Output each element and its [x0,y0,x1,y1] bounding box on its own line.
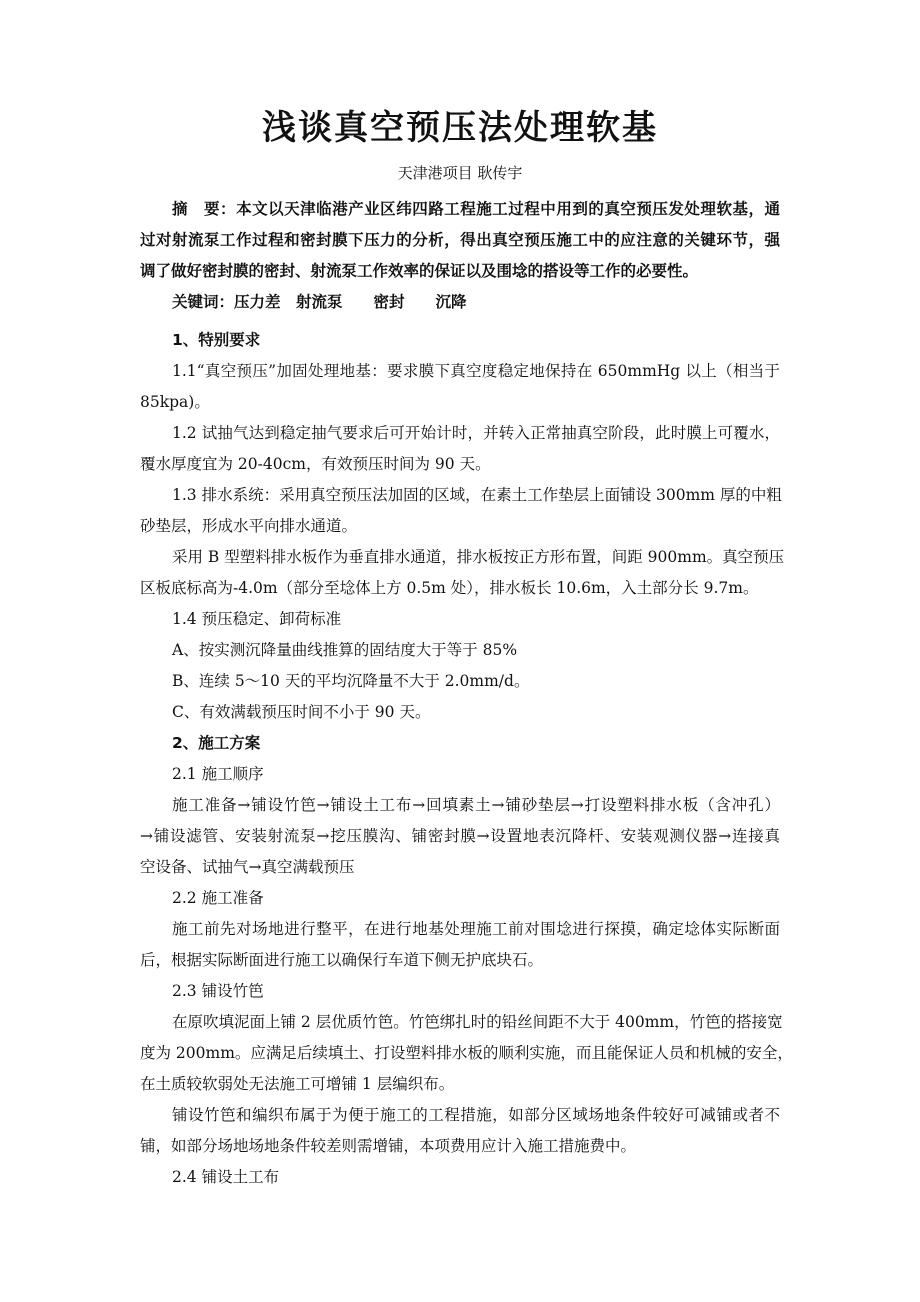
abstract-label: 摘 要： [172,200,237,218]
text-line: 度为 200mm。应满足后续填土、打设塑料排水板的顺利实施，而且能保证人员和机械的安全， [140,1044,793,1062]
text-line: 1.3 排水系统：采用真空预压法加固的区域，在素土工作垫层上面铺设 300mm 厚的中粗 [172,486,782,504]
text-line: 施工前先对场地进行整平，在进行地基处理施工前对围埝进行探摸，确定埝体实际断面 [172,920,780,938]
text-line: 85kpa)。 [140,393,210,411]
text-line: 1.2 试抽气达到稳定抽气要求后可开始计时，并转入正常抽真空阶段，此时膜上可覆水， [172,424,780,442]
section-heading [140,325,780,356]
text-line: 铺，如部分场地场地条件较差则需增铺，本项费用应计入施工措施费中。 [140,1137,637,1155]
paragraph [140,790,780,883]
text-line: 2.1 施工顺序 [172,765,264,783]
abstract-line: 摘 要：本文以天津临港产业区纬四路工程施工过程中用到的真空预压发处理软基，通 [172,200,780,218]
paragraph [140,1162,780,1193]
text-line: 2.2 施工准备 [172,889,264,907]
paragraph [140,697,780,728]
text-line: 区板底标高为-4.0m（部分至埝体上方 0.5m 处），排水板长 10.6m，入土部分长 9.7m。 [140,579,759,597]
text-line: 1、特别要求 [172,331,261,349]
paragraph [140,356,780,418]
paragraph [140,604,780,635]
abstract-line: 调了做好密封膜的密封、射流泵工作效率的保证以及围埝的搭设等工作的必要性。 [140,262,699,280]
paragraph [140,976,780,1007]
document-title: 浅谈真空预压法处理软基 [262,108,658,148]
paragraph [140,666,780,697]
text-line: C、有效满载预压时间不小于 90 天。 [172,703,431,721]
text-line: 砂垫层，形成水平向排水通道。 [140,517,358,535]
text-line: 在原吹填泥面上铺 2 层优质竹笆。竹笆绑扎时的铅丝间距不大于 400mm，竹笆的搭接宽 [172,1013,783,1031]
text-line: 施工准备→铺设竹笆→铺设土工布→回填素土→铺砂垫层→打设塑料排水板（含冲孔） [172,796,780,814]
keywords [140,287,780,318]
text-line: 2.3 铺设竹笆 [172,982,264,1000]
text-line: B、连续 5～10 天的平均沉降量不大于 2.0mm/d。 [172,672,530,690]
text-line: A、按实测沉降量曲线推算的固结度大于等于 85% [172,641,518,659]
paragraph [140,418,780,480]
text-line: 后，根据实际断面进行施工以确保行车道下侧无护底块石。 [140,951,544,969]
abstract [140,194,780,287]
paragraph [140,759,780,790]
paragraph [140,480,780,542]
paragraph [140,542,785,604]
author-line: 天津港项目 耿传宇 [397,164,523,182]
text-line: 在土质较软弱处无法施工可增铺 1 层编织布。 [140,1075,455,1093]
text-line: 覆水厚度宜为 20-40cm，有效预压时间为 90 天。 [140,455,491,473]
paragraph [140,914,780,976]
text-line: 铺设竹笆和编织布属于为便于施工的工程措施，如部分区域场地条件较好可减铺或者不 [172,1106,780,1124]
sections [140,325,793,1193]
document-body [140,194,793,1193]
paragraph [140,635,780,666]
text-line: →铺设滤管、安装射流泵→挖压膜沟、铺密封膜→设置地表沉降杆、安装观测仪器→连接真 [140,827,780,845]
text-line: 采用 B 型塑料排水板作为垂直排水通道，排水板按正方形布置，间距 900mm。真空预压 [172,548,785,566]
text-line: 1.4 预压稳定、卸荷标准 [172,610,342,628]
abstract-line: 过对射流泵工作过程和密封膜下压力的分析，得出真空预压施工中的应注意的关键环节，强 [140,231,780,249]
paragraph [140,1007,793,1100]
text-line: 1.1“真空预压”加固处理地基：要求膜下真空度稳定地保持在 650mmHg 以上（相当于 [172,362,780,380]
keywords-text: 压力差 射流泵 密封 沉降 [234,293,467,311]
paragraph [140,883,780,914]
text-line: 2.4 铺设土工布 [172,1168,280,1186]
paragraph [140,1100,780,1162]
text-line: 空设备、试抽气→真空满载预压 [140,858,355,876]
section-heading [140,728,780,759]
keywords-label: 关键词： [172,293,235,311]
text-line: 2、施工方案 [172,734,261,752]
